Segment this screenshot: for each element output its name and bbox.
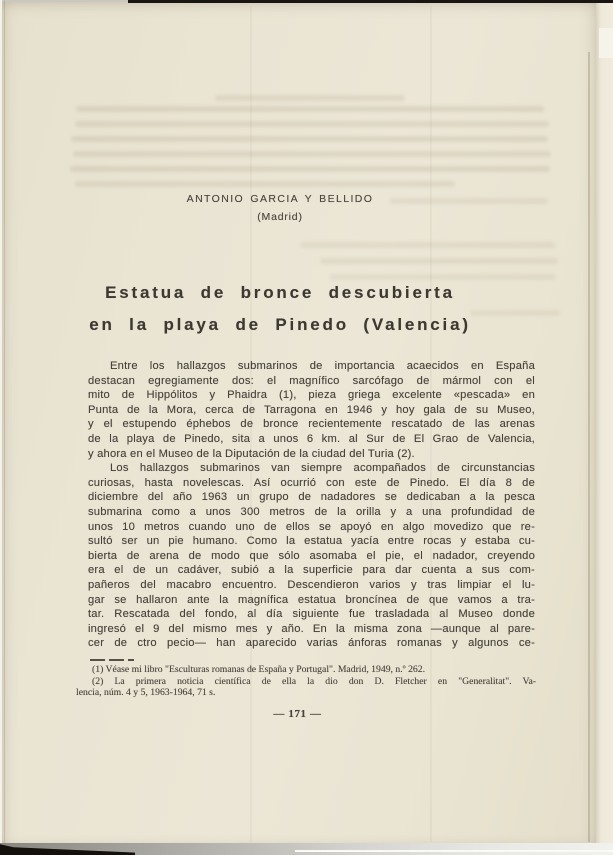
bottom-page-edge-highlight	[295, 850, 613, 852]
body-text-line: bierta de arena de modo que sólo asomaba el pie, el nadador, creyendo	[88, 549, 535, 562]
body-text-line: Entre los hallazgos submarinos de importancia acaecidos en España	[110, 360, 535, 372]
bleed-through-line	[300, 242, 555, 248]
body-text-line: sultó ser un pie humano. Como la estatua yacía entre rocas y estaba cu-	[88, 535, 535, 548]
bleed-through-line	[215, 95, 405, 101]
footnote-line: lencia, núm. 4 y 5, 1963-1964, 71 s.	[76, 687, 216, 699]
bleed-through-line	[75, 181, 455, 187]
body-text-line: era el de un cadáver, subió a la superficie para dar cuenta a sus com-	[88, 564, 535, 577]
body-text-line: Los hallazgos submarinos van siempre acompañados de circunstancias	[110, 462, 535, 475]
body-text-line: gar se hallaron ante la magnífica estatua broncínea de que vamos a tra-	[88, 593, 535, 606]
body-text-line: unos 10 metros cuando uno de ellos se apoyó en algo movedizo que re-	[88, 520, 535, 533]
author-place: (Madrid)	[257, 211, 303, 223]
body-text-line: destacan egregiamente dos: el magnífico sarcófago de mármol con el	[88, 374, 535, 387]
body-text-line: curiosas, hasta novelescas. Así ocurrió con este de Pinedo. El día 8 de	[88, 476, 535, 489]
author-block	[70, 193, 490, 223]
next-page-edge	[596, 3, 613, 848]
bleed-through-line	[71, 136, 548, 142]
body-text-line: mito de Hippólitos y Phaidra (1), pieza griega excelente «pescada» en	[88, 389, 535, 402]
bleed-through-line	[320, 258, 558, 264]
bleed-through-line	[73, 151, 551, 157]
body-text-line: de la playa de Pinedo, sita a unos 6 km. al Sur de El Grao de Valencia,	[88, 432, 535, 445]
article-title-line-2: en la playa de Pinedo (Valencia)	[89, 314, 471, 334]
footnotes	[76, 664, 536, 699]
article-title-line-1: Estatua de bronce descubierta	[105, 283, 455, 302]
body-text-line: tar. Rescatada del fondo, al día siguiente fue trasladada al Museo donde	[88, 608, 535, 621]
body-text-line: y ahora en el Museo de la Diputación de la ciudad del Turia (2).	[88, 447, 415, 460]
footnote-line: (1) Véase mi libro "Esculturas romanas de España y Portugal". Madrid, 1949, n.º 262.	[92, 664, 426, 675]
body-text-line: y el estupendo éphebos de bronce recientemente rescatado de las arenas	[88, 418, 535, 431]
left-page-crease	[4, 0, 5, 845]
article-title	[70, 277, 490, 340]
footnote-line: (2) La primera noticia científica de ella la dio don D. Fletcher en "Generalitat". Va-	[92, 675, 536, 687]
body-text-line: ingresó el 9 del mismo mes y año. En la misma zona —aunque al pare-	[88, 622, 535, 635]
top-scan-shadow	[128, 0, 613, 3]
body-text	[88, 359, 535, 651]
page-edge-crease	[588, 52, 590, 842]
left-scan-edge	[0, 0, 2, 849]
body-text-line: pañeros del macabro encuentro. Descendieron varios y tras limpiar el lu-	[88, 578, 535, 591]
bleed-through-line	[75, 121, 549, 127]
body-text-line: cer de ctro pecio— han aparecido varias ánforas romanas y algunos ce-	[88, 637, 535, 650]
bleed-through-line	[70, 166, 550, 172]
page-number: — 171 —	[273, 708, 322, 720]
body-text-line: diciembre del año 1963 un grupo de nadadores se dedicaban a la pesca	[88, 491, 535, 504]
author-name: ANTONIO GARCIA Y BELLIDO	[186, 193, 374, 205]
bleed-through-line	[76, 106, 544, 112]
body-text-line: Punta de la Mora, cerca de Tarragona en 1946 y hoy gala de su Museo,	[88, 403, 535, 416]
footnote-divider	[90, 659, 134, 661]
body-text-line: submarina como a unos 300 metros de la orilla y a una profundidad de	[88, 505, 535, 518]
next-page-edge-notch	[599, 28, 613, 58]
